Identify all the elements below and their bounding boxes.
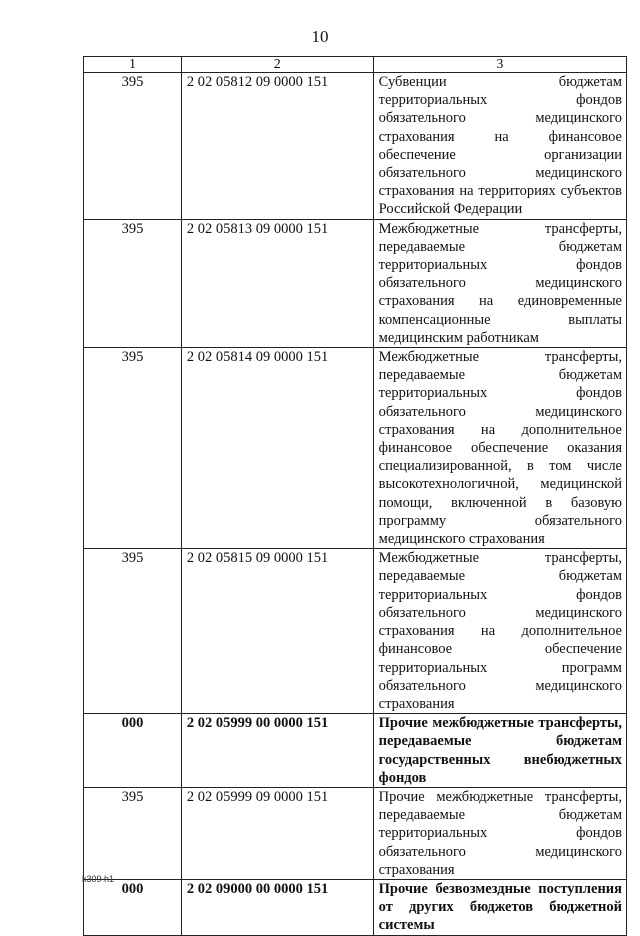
page-number: 10 [311,27,329,46]
budget-code-cell: 2 02 05813 09 0000 151 [181,219,373,347]
column-header-3: 3 [373,57,626,73]
budget-code-cell: 2 02 05812 09 0000 151 [181,73,373,220]
income-name-cell: Прочие межбюджетные трансферты, передаваемые бюджетам территориальных фондов обязательного медицинского страхования [373,787,626,879]
budget-code-cell: 2 02 05999 00 0000 151 [181,714,373,788]
admin-code-cell: 395 [84,73,182,220]
budget-code-cell: 2 02 05815 09 0000 151 [181,549,373,714]
admin-code-cell: 395 [84,348,182,549]
table-row [84,348,627,549]
column-header-1: 1 [84,57,182,73]
table-row [84,549,627,714]
budget-classification-table [83,56,627,936]
income-name-cell: Прочие межбюджетные трансферты, передаваемые бюджетам государственных внебюджетных фондов [373,714,626,788]
income-name-cell: Прочие безвозмездные поступления от других бюджетов бюджетной системы [373,879,626,935]
admin-code-cell: 000 [84,714,182,788]
table-row [84,73,627,220]
budget-code-cell: 2 02 09000 00 0000 151 [181,879,373,935]
table-row [84,787,627,879]
table-header-row [84,57,627,73]
budget-code-cell: 2 02 05999 09 0000 151 [181,787,373,879]
budget-code-cell: 2 02 05814 09 0000 151 [181,348,373,549]
footer-document-code: k309 h1 [82,874,115,884]
income-name-cell: Субвенции бюджетам территориальных фондов обязательного медицинского страхования на финансовое обеспечение организации обязательного медицинского страхования на территориях субъектов Российской Федерации [373,73,626,220]
income-name-cell: Межбюджетные трансферты, передаваемые бюджетам территориальных фондов обязательного медицинского страхования на единовременные компенсационные выплаты медицинским работникам [373,219,626,347]
column-header-2: 2 [181,57,373,73]
income-name-cell: Межбюджетные трансферты, передаваемые бюджетам территориальных фондов обязательного медицинского страхования на дополнительное финансовое обеспечение территориальных программ обязательного медицинского страхования [373,549,626,714]
table-row [84,879,627,935]
admin-code-cell: 395 [84,787,182,879]
admin-code-cell: 395 [84,219,182,347]
table-row [84,219,627,347]
admin-code-cell: 000 [84,879,182,935]
table-row [84,714,627,788]
income-name-cell: Межбюджетные трансферты, передаваемые бюджетам территориальных фондов обязательного медицинского страхования на дополнительное финансовое обеспечение оказания специализированной, в том числе высокотехнологичной, медицинской помощи, включенной в базовую программу обязательного медицинского страхования [373,348,626,549]
admin-code-cell: 395 [84,549,182,714]
